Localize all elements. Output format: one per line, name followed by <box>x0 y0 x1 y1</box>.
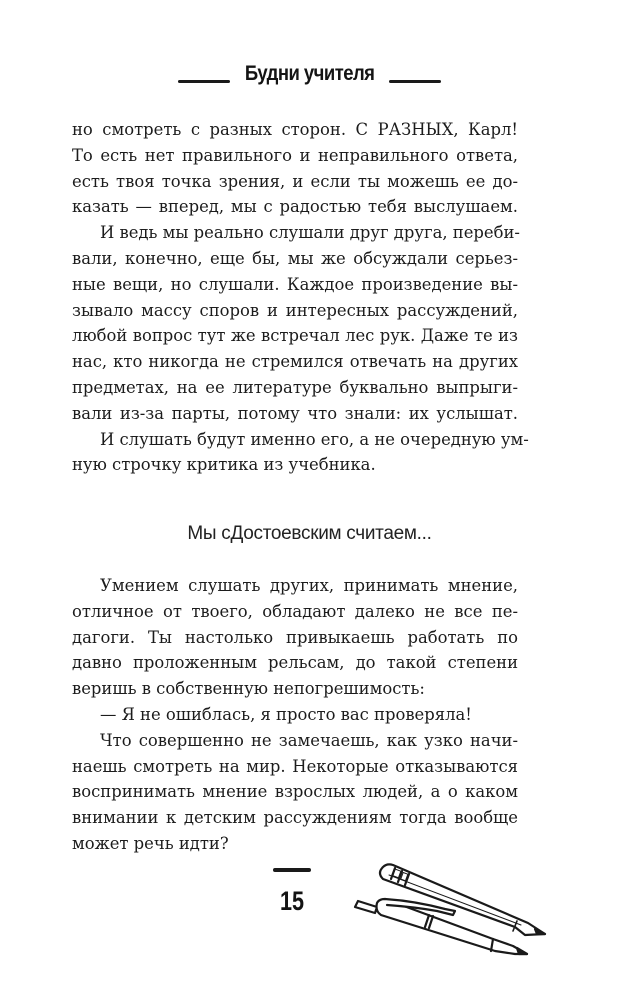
text-line: И слушать будут именно его, а не очередную ум- <box>100 429 529 449</box>
text-line: дагоги. Ты настолько привыкаешь работать по <box>72 627 518 647</box>
text-line: Что совершенно не замечаешь, как узко начи- <box>100 730 518 750</box>
text-line: И ведь мы реально слушали друг друга, переби- <box>100 223 520 243</box>
text-line: Умением слушать других, принимать мнение, <box>100 576 518 595</box>
text-line: есть твоя точка зрения, и если ты можешь ее до- <box>72 171 518 191</box>
text-line: воспринимать мнение взрослых людей, а о каком <box>72 782 518 802</box>
page-number-rule <box>273 868 311 872</box>
header-rule-right <box>389 80 441 83</box>
text-line: вали из-за парты, потому что знали: их услышат. <box>72 403 518 423</box>
paragraph-block-1 <box>72 117 529 478</box>
text-line: веришь в собственную непогрешимость: <box>72 679 425 699</box>
section-heading: Мы сДостоевским считаем... <box>187 523 432 544</box>
text-line: казать — вперед, мы с радостью тебя выслушаем. <box>72 197 518 217</box>
text-line: ные вещи, но слушали. Каждое произведение вы- <box>72 274 518 294</box>
page-footer <box>270 868 314 917</box>
text-line: ную строчку критика из учебника. <box>72 455 376 475</box>
dialogue-line: — Я не ошиблась, я просто вас проверяла! <box>100 704 472 724</box>
pen-and-pencil-icon <box>345 855 565 965</box>
text-line: вали, конечно, еще бы, мы же обсуждали серьез- <box>72 248 518 268</box>
text-line: внимании к детским рассуждениям тогда вообще <box>72 808 518 828</box>
text-line: зывало массу споров и интересных рассуждений, <box>72 300 518 320</box>
book-title: Будни учителя <box>244 62 375 85</box>
running-header <box>0 62 619 86</box>
text-line: может речь идти? <box>72 833 229 853</box>
text-line: То есть нет правильного и неправильного ответа, <box>72 145 518 165</box>
text-line: давно проложенным рельсам, до такой степени <box>72 653 518 673</box>
text-line: любой вопрос тут же встречал лес рук. Даже те из <box>72 326 518 346</box>
paragraph-block-2 <box>72 573 518 857</box>
header-rule-left <box>178 80 230 83</box>
text-line: но смотреть с разных сторон. С РАЗНЫХ, Карл! <box>72 120 518 139</box>
text-line: нас, кто никогда не стремился отвечать на других <box>72 352 518 372</box>
text-line: предметах, на ее литературе буквально выпрыги- <box>72 377 518 397</box>
text-line: наешь смотреть на мир. Некоторые отказываются <box>72 756 518 776</box>
page-number: 15 <box>279 886 305 916</box>
text-line: отличное от твоего, обладают далеко не все пе- <box>72 601 518 621</box>
